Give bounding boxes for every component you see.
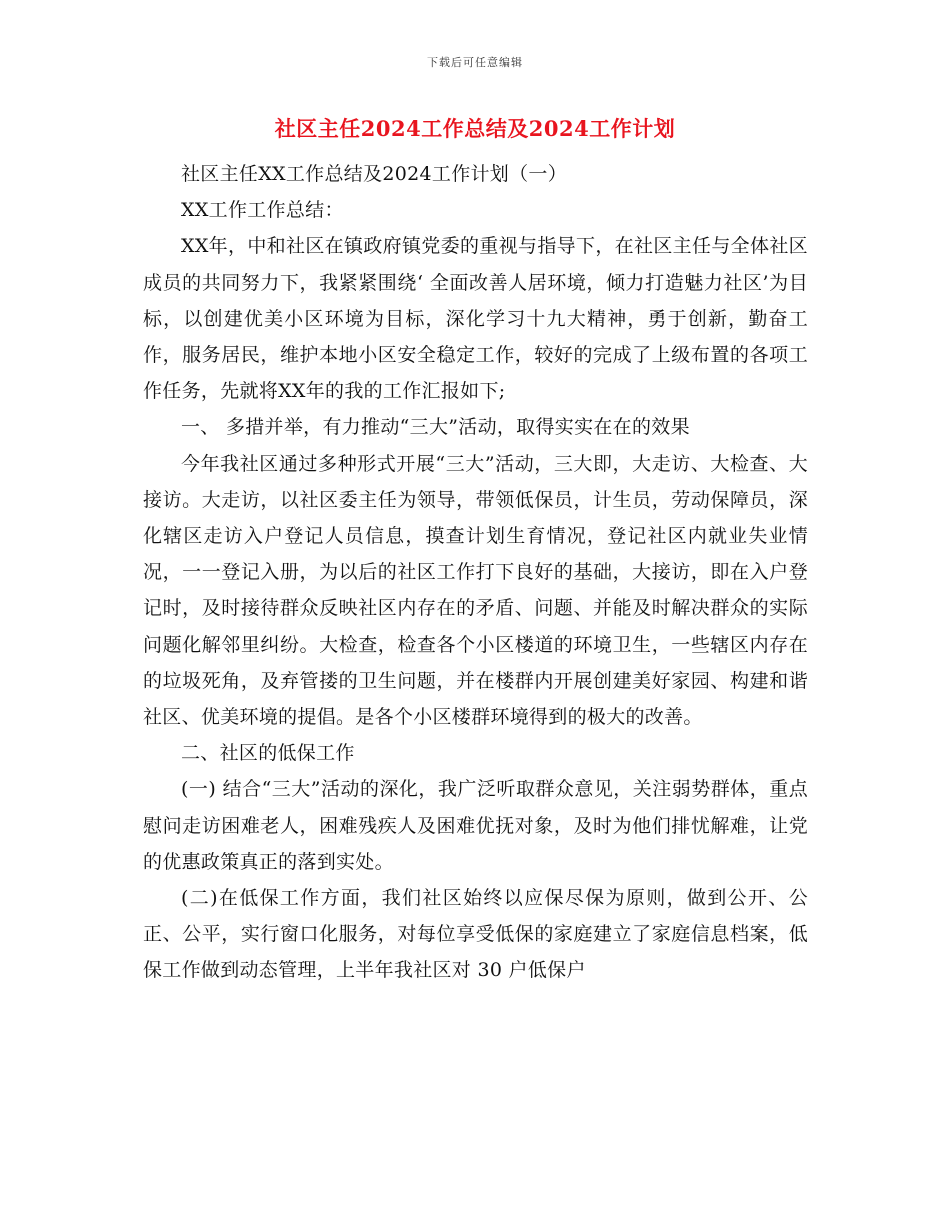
paragraph-item-one: (一) 结合“三大”活动的深化，我广泛听取群众意见，关注弱势群体，重点慰问走访困难老人，困难残疾人及困难优抚对象，及时为他们排忧解难，让党的优惠政策真正的落到实处。 <box>143 778 808 873</box>
page-header-note: 下载后可任意编辑 <box>427 56 523 69</box>
document-title: 社区主任2024工作总结及2024工作计划 <box>274 116 676 141</box>
paragraph-intro: XX年，中和社区在镇政府镇党委的重视与指导下，在社区主任与全体社区成员的共同努力下，我紧紧围绕‘ 全面改善人居环境，倾力打造魅力社区’为目标，以创建优美小区环境为目标，深化学习十九大精神，勇于创新，勤奋工作，服务居民，维护本地小区安全稳定工作，较好的完成了上级布置的各项工作任务，先就将XX年的我的工作汇报如下; <box>143 235 808 403</box>
paragraph-item-two: (二)在低保工作方面，我们社区始终以应保尽保为原则，做到公开、公正、公平，实行窗口化服务，对每位享受低保的家庭建立了家庭信息档案，低保工作做到动态管理，上半年我社区对 30 户低保户 <box>143 887 808 982</box>
paragraph-heading-two: 二、社区的低保工作 <box>181 742 355 765</box>
paragraph-subtitle: 社区主任XX工作总结及2024工作计划（一） <box>181 163 568 185</box>
paragraph-heading-one: 一、 多措并举，有力推动“三大”活动，取得实实在在的效果 <box>181 416 690 439</box>
paragraph-section-label: XX工作工作总结： <box>181 199 344 222</box>
paragraph-three-activities: 今年我社区通过多种形式开展“三大”活动，三大即，大走访、大检查、大接访。大走访，以社区委主任为领导，带领低保员，计生员，劳动保障员，深化辖区走访入户登记人员信息，摸查计划生育情况，登记社区内就业失业情况，一一登记入册，为以后的社区工作打下良好的基础，大接访，即在入户登记时，及时接待群众反映社区内存在的矛盾、问题、并能及时解决群众的实际问题化解邻里纠纷。大检查，检查各个小区楼道的环境卫生，一些辖区内存在的垃圾死角，及弃管搂的卫生问题，并在楼群内开展创建美好家园、构建和谐社区、优美环境的提倡。是各个小区楼群环境得到的极大的改善。 <box>143 452 808 729</box>
document-body <box>143 156 808 989</box>
